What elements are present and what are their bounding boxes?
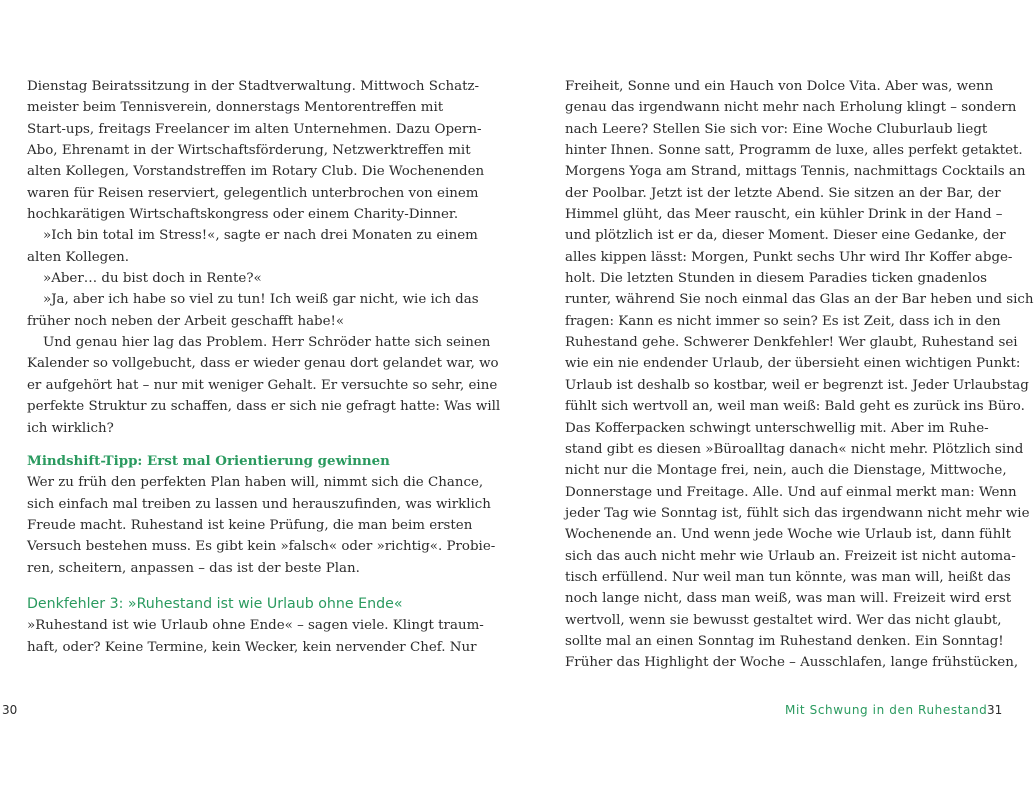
text-line: hochkarätigen Wirtschaftskongress oder einem Charity-Dinner.: [27, 207, 459, 223]
text-line: nicht nur die Montage frei, nein, auch die Dienstage, Mittwoche,: [565, 463, 1007, 479]
dialogue-paragraph: [27, 289, 479, 332]
text-line: Start-ups, freitags Freelancer im alten Unternehmen. Dazu Opern-: [27, 121, 482, 137]
text-line: fragen: Kann es nicht immer so sein? Es ist Zeit, dass ich in den: [565, 313, 1001, 329]
text-line: sich das auch nicht mehr wie Urlaub an. Freizeit ist nicht automa-: [565, 548, 1016, 564]
left-page: [27, 76, 501, 658]
text-line: »Ja, aber ich habe so viel zu tun! Ich weiß gar nicht, wie ich das: [43, 292, 479, 308]
text-line: sich einfach mal treiben zu lassen und herauszufinden, was wirklich: [27, 496, 491, 512]
text-line: runter, während Sie noch einmal das Glas an der Bar heben und sich: [565, 292, 1034, 308]
section: [27, 594, 484, 658]
paragraph: [27, 332, 501, 439]
text-line: haft, oder? Keine Termine, kein Wecker, kein nervender Chef. Nur: [27, 639, 477, 655]
text-line: noch lange nicht, dass man weiß, was man will. Freizeit wird erst: [565, 591, 1012, 607]
text-line: Donnerstage und Freitage. Alle. Und auf einmal merkt man: Wenn: [565, 484, 1017, 500]
text-line: Das Kofferpacken schwingt unterschwellig mit. Aber im Ruhe-: [565, 420, 989, 436]
text-line: Wer zu früh den perfekten Plan haben will, nimmt sich die Chance,: [27, 475, 484, 491]
text-line: Kalender so vollgebucht, dass er wieder genau dort gelandet war, wo: [27, 356, 499, 372]
page-number-right: 31: [987, 703, 1003, 717]
right-page: [565, 76, 1034, 674]
section-heading: Denkfehler 3: »Ruhestand ist wie Urlaub ohne Ende«: [27, 595, 403, 612]
text-line: wie ein nie endender Urlaub, der übersieht einen wichtigen Punkt:: [565, 356, 1021, 372]
text-line: alten Kollegen.: [27, 249, 130, 265]
tip-heading: Mindshift-Tipp: Erst mal Orientierung gewinnen: [27, 452, 390, 469]
text-line: sollte mal an einen Sonntag im Ruhestand denken. Ein Sonntag!: [565, 633, 1004, 649]
text-line: waren für Reisen reserviert, gelegentlich unterbrochen von einem: [27, 185, 479, 201]
text-line: früher noch neben der Arbeit geschafft habe!«: [27, 313, 345, 329]
text-line: Und genau hier lag das Problem. Herr Schröder hatte sich seinen: [43, 335, 491, 351]
text-line: »Ich bin total im Stress!«, sagte er nach drei Monaten zu einem: [43, 228, 478, 244]
text-line: er aufgehört hat – nur mit weniger Gehalt. Er versuchte so sehr, eine: [27, 377, 498, 393]
tip-box: [27, 451, 496, 579]
text-line: »Aber… du bist doch in Rente?«: [43, 271, 262, 287]
text-line: holt. Die letzten Stunden in diesem Paradies ticken gnadenlos: [565, 271, 988, 287]
text-line: Abo, Ehrenamt in der Wirtschaftsförderung, Netzwerktreffen mit: [27, 143, 471, 159]
dialogue-paragraph: [27, 268, 447, 289]
text-line: der Poolbar. Jetzt ist der letzte Abend. Sie sitzen an der Bar, der: [565, 185, 1001, 201]
text-line: perfekte Struktur zu schaffen, dass er sich nie gefragt hatte: Was will: [27, 399, 501, 415]
text-line: Himmel glüht, das Meer rauscht, ein kühler Drink in der Hand –: [565, 207, 1003, 223]
text-line: Versuch bestehen muss. Es gibt kein »falsch« oder »richtig«. Probie-: [27, 539, 496, 555]
text-line: ich wirklich?: [27, 420, 114, 436]
text-line: alten Kollegen, Vorstandstreffen im Rotary Club. Die Wochenenden: [27, 164, 485, 180]
text-line: Wochenende an. Und wenn jede Woche wie Urlaub ist, dann fühlt: [565, 527, 1011, 543]
text-line: jeder Tag wie Sonntag ist, fühlt sich das irgendwann nicht mehr wie: [565, 505, 1030, 521]
dialogue-paragraph: [27, 225, 478, 268]
page-number-left: 30: [2, 703, 18, 717]
text-line: nach Leere? Stellen Sie sich vor: Eine Woche Cluburlaub liegt: [565, 121, 988, 137]
text-line: und plötzlich ist er da, dieser Moment. Dieser eine Gedanke, der: [565, 228, 1006, 244]
text-line: tisch erfüllend. Nur weil man tun könnte, was man will, heißt das: [565, 569, 1011, 585]
text-line: hinter Ihnen. Sonne satt, Programm de luxe, alles perfekt getaktet.: [565, 143, 1023, 159]
text-line: stand gibt es diesen »Büroalltag danach« nicht mehr. Plötzlich sind: [565, 441, 1024, 457]
text-line: Morgens Yoga am Strand, mittags Tennis, nachmittags Cocktails an: [565, 164, 1026, 180]
text-line: genau das irgendwann nicht mehr nach Erholung klingt – sondern: [565, 100, 1017, 116]
text-line: Ruhestand gehe. Schwerer Denkfehler! Wer glaubt, Ruhestand sei: [565, 335, 1018, 351]
text-line: »Ruhestand ist wie Urlaub ohne Ende« – sagen viele. Klingt traum-: [27, 618, 484, 634]
text-line: alles kippen lässt: Morgen, Punkt sechs Uhr wird Ihr Koffer abge-: [565, 249, 1013, 265]
text-line: Freiheit, Sonne und ein Hauch von Dolce Vita. Aber was, wenn: [565, 79, 994, 94]
text-line: Urlaub ist deshalb so kostbar, weil er begrenzt ist. Jeder Urlaubstag: [565, 377, 1029, 393]
text-line: Freude macht. Ruhestand ist keine Prüfung, die man beim ersten: [27, 517, 473, 533]
text-line: fühlt sich wertvoll an, weil man weiß: Bald geht es zurück ins Büro.: [565, 399, 1025, 415]
running-title: Mit Schwung in den Ruhestand: [785, 703, 988, 717]
text-line: ren, scheitern, anpassen – das ist der beste Plan.: [27, 560, 360, 576]
paragraph: [27, 76, 485, 225]
paragraph: [565, 76, 1034, 674]
text-line: Dienstag Beiratssitzung in der Stadtverwaltung. Mittwoch Schatz-: [27, 79, 480, 94]
text-line: Früher das Highlight der Woche – Ausschlafen, lange frühstücken,: [565, 655, 1019, 671]
text-line: meister beim Tennisverein, donnerstags Mentorentreffen mit: [27, 100, 444, 116]
text-line: wertvoll, wenn sie bewusst gestaltet wird. Wer das nicht glaubt,: [565, 612, 1002, 628]
